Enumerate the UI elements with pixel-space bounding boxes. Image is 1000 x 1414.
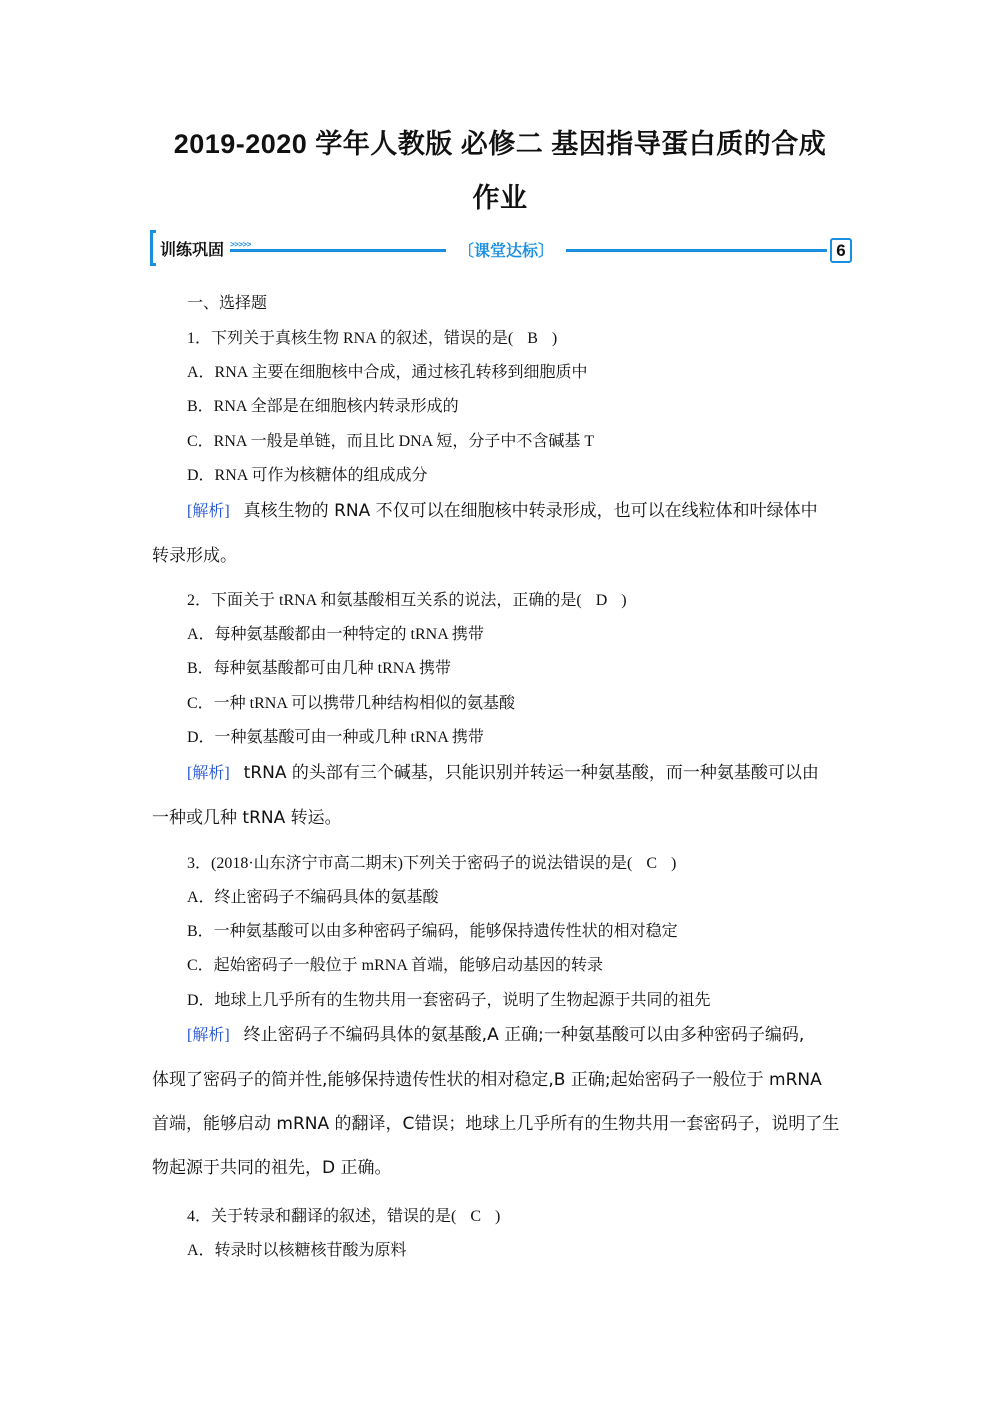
- question-3-option-b: B．一种氨基酸可以由多种密码子编码，能够保持遗传性状的相对稳定: [187, 923, 678, 940]
- question-stem-close: ): [551, 330, 558, 347]
- question-stem-text: 2．下面关于 tRNA 和氨基酸相互关系的说法，正确的是(: [187, 592, 582, 609]
- analysis-line: 物起源于共同的祖先，D 正确。: [152, 1158, 392, 1178]
- question-4-stem: [187, 1203, 500, 1226]
- analysis-line: 终止密码子不编码具体的氨基酸,A 正确;一种氨基酸可以由多种密码子编码,: [243, 1025, 805, 1045]
- question-stem-close: ): [671, 855, 677, 872]
- question-2-option-b: B．每种氨基酸都可由几种 tRNA 携带: [187, 660, 452, 677]
- answer-letter: C: [470, 1208, 482, 1225]
- analysis-line: tRNA 的头部有三个碱基，只能识别并转运一种氨基酸，而一种氨基酸可以由: [243, 763, 819, 783]
- question-1-option-b: B．RNA 全部是在细胞核内转录形成的: [187, 398, 459, 415]
- question-2-option-a: A．每种氨基酸都由一种特定的 tRNA 携带: [187, 626, 484, 643]
- question-4-option-a: A．转录时以核糖核苷酸为原料: [187, 1242, 407, 1259]
- document-title: 2019-2020 学年人教版 必修二 基因指导蛋白质的合成: [173, 129, 827, 159]
- question-3-option-d: D．地球上几乎所有的生物共用一套密码子，说明了生物起源于共同的祖先: [187, 992, 711, 1009]
- question-2-analysis: [152, 751, 852, 840]
- analysis-tag: [解析]: [187, 1027, 230, 1044]
- banner-arrows: >>>>>: [230, 240, 251, 249]
- analysis-line: 一种或几种 tRNA 转运。: [152, 808, 342, 828]
- question-stem-close: ): [621, 592, 627, 609]
- question-3-stem: [187, 850, 676, 873]
- question-3-option-c: C．起始密码子一般位于 mRNA 首端，能够启动基因的转录: [187, 957, 604, 974]
- analysis-line: 转录形成。: [152, 546, 237, 566]
- analysis-tag: [解析]: [187, 503, 230, 520]
- question-stem-text: 4．关于转录和翻译的叙述，错误的是(: [187, 1208, 457, 1225]
- banner-center-title: 〔课堂达标〕: [446, 238, 566, 261]
- section-banner: [150, 230, 856, 270]
- banner-label: 训练巩固: [160, 242, 225, 259]
- section-heading: 一、选择题: [187, 295, 268, 312]
- banner-divider-right: [565, 249, 827, 252]
- question-2-stem: [187, 587, 627, 610]
- analysis-line: 体现了密码子的简并性,能够保持遗传性状的相对稳定,B 正确;起始密码子一般位于 mRNA: [152, 1070, 822, 1090]
- banner-bracket: [150, 230, 156, 266]
- question-stem-text: 3．(2018·山东济宁市高二期末)下列关于密码子的说法错误的是(: [187, 855, 633, 872]
- document-subtitle: 作业: [472, 183, 528, 213]
- question-2-option-c: C．一种 tRNA 可以携带几种结构相似的氨基酸: [187, 695, 516, 712]
- analysis-line: 真核生物的 RNA 不仅可以在细胞核中转录形成，也可以在线粒体和叶绿体中: [243, 501, 818, 521]
- analysis-tag: [解析]: [187, 765, 230, 782]
- banner-number-badge: 6: [830, 238, 852, 263]
- question-3-option-a: A．终止密码子不编码具体的氨基酸: [187, 889, 439, 906]
- question-1-option-d: D．RNA 可作为核糖体的组成成分: [187, 467, 428, 484]
- answer-letter: D: [595, 592, 608, 609]
- question-1-option-c: C．RNA 一般是单链，而且比 DNA 短，分子中不含碱基 T: [187, 433, 595, 450]
- question-1-analysis: [152, 489, 852, 578]
- answer-letter: C: [646, 855, 657, 872]
- question-stem-close: ): [495, 1208, 501, 1225]
- question-1-stem: [187, 325, 557, 348]
- analysis-line: 首端，能够启动 mRNA 的翻译，C错误；地球上几乎所有的生物共用一套密码子，说明了生: [152, 1114, 840, 1134]
- question-1-option-a: A．RNA 主要在细胞核中合成，通过核孔转移到细胞质中: [187, 364, 588, 381]
- question-2-option-d: D．一种氨基酸可由一种或几种 tRNA 携带: [187, 729, 484, 746]
- answer-letter: B: [527, 330, 538, 347]
- question-stem-text: 1．下列关于真核生物 RNA 的叙述，错误的是(: [187, 330, 514, 347]
- question-3-analysis: [152, 1013, 852, 1190]
